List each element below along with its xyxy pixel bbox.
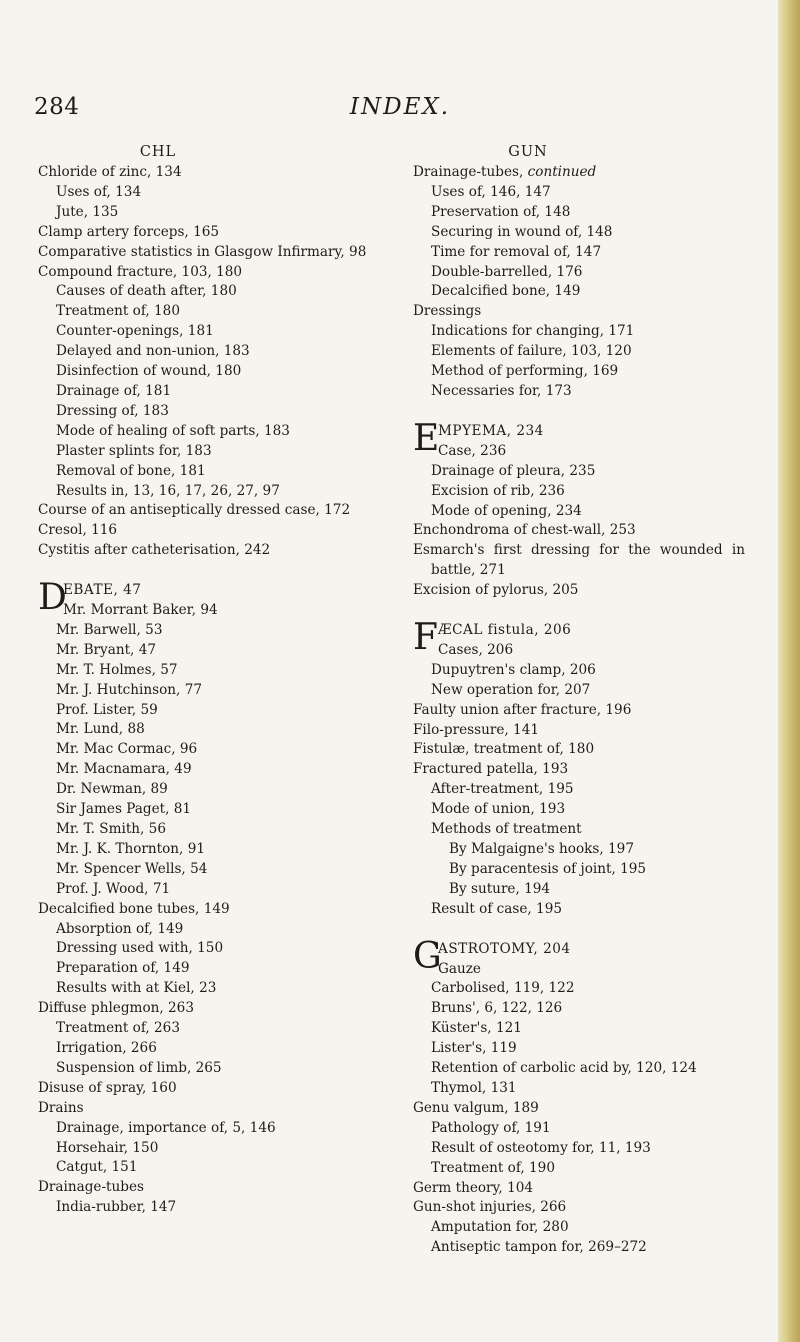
index-subentry: Indications for changing, 171 — [431, 323, 635, 340]
index-subentry: Treatment of, 263 — [56, 1020, 180, 1037]
index-subentry: Bruns', 6, 122, 126 — [431, 1000, 563, 1017]
index-subentry: Drainage, importance of, 5, 146 — [56, 1119, 276, 1136]
index-subentry: Elements of failure, 103, 120 — [431, 343, 632, 360]
index-subentry: Antiseptic tampon for, 269–272 — [431, 1239, 647, 1256]
right-column-head: GUN — [508, 144, 548, 160]
index-subentry: Cases, 206 — [438, 641, 514, 658]
index-subentry: Preservation of, 148 — [431, 203, 571, 220]
index-subentry: Suspension of limb, 265 — [56, 1059, 222, 1076]
index-subentry: Mr. Bryant, 47 — [56, 641, 156, 658]
index-subentry: Mr. J. Hutchinson, 77 — [56, 681, 202, 698]
index-entry: Cresol, 116 — [38, 522, 118, 539]
index-entry: Cystitis after catheterisation, 242 — [38, 542, 271, 559]
index-entry: Faulty union after fracture, 196 — [413, 701, 632, 718]
index-subentry: Treatment of, 190 — [431, 1159, 555, 1176]
index-subentry: After-treatment, 195 — [431, 781, 574, 798]
index-entry: Genu valgum, 189 — [413, 1099, 539, 1116]
index-subentry: Excision of rib, 236 — [431, 482, 565, 499]
page-title: INDEX. — [349, 94, 451, 120]
index-subentry: Necessaries for, 173 — [431, 382, 572, 399]
index-subsubentry: By paracentesis of joint, 195 — [449, 860, 647, 877]
drop-cap-g: G — [413, 935, 442, 977]
index-entry: Gauze — [438, 960, 481, 977]
index-subentry: Jute, 135 — [56, 203, 119, 220]
index-subentry: Prof. Lister, 59 — [56, 701, 158, 718]
index-subentry: Preparation of, 149 — [56, 960, 190, 977]
index-subentry: Horsehair, 150 — [56, 1139, 159, 1156]
index-subentry: Uses of, 134 — [56, 183, 142, 200]
index-subentry: India-rubber, 147 — [56, 1199, 177, 1216]
index-entry: Drains — [38, 1099, 84, 1116]
index-subentry: Catgut, 151 — [56, 1159, 138, 1176]
index-subentry: New operation for, 207 — [431, 681, 591, 698]
index-subentry: Mr. T. Smith, 56 — [56, 821, 166, 837]
index-subentry: Plaster splints for, 183 — [56, 442, 212, 459]
index-subentry: Sir James Paget, 81 — [56, 801, 192, 818]
index-subentry: Results with at Kiel, 23 — [56, 980, 217, 997]
index-entry: Diffuse phlegmon, 263 — [38, 1000, 194, 1017]
index-subentry: Removal of bone, 181 — [56, 462, 206, 479]
index-subentry-text: Mode of healing of soft parts, 183 — [56, 422, 290, 439]
index-entry: Enchondroma of chest-wall, 253 — [413, 522, 636, 539]
index-subentry: Delayed and non-union, 183 — [56, 343, 250, 360]
index-subentry: Absorption of, 149 — [56, 920, 184, 937]
index-subentry: Dressing used with, 150 — [56, 940, 224, 957]
index-subentry: Securing in wound of, 148 — [431, 223, 613, 240]
index-subentry: Amputation for, 280 — [431, 1219, 569, 1236]
index-subentry: Uses of, 146, 147 — [431, 183, 551, 200]
index-entry: Comparative statistics in Glasgow Infirmary, 98 — [38, 243, 367, 260]
index-subentry: Result of case, 195 — [431, 900, 563, 917]
index-entry: Disuse of spray, 160 — [38, 1079, 177, 1096]
index-entry: Compound fracture, 103, 180 — [38, 263, 243, 280]
index-entry: Fistulæ, treatment of, 180 — [413, 741, 595, 758]
page-number: 284 — [34, 94, 80, 120]
index-subentry: Result of osteotomy for, 11, 193 — [431, 1139, 651, 1156]
index-subentry: Mr. Macnamara, 49 — [56, 761, 192, 778]
index-subentry: Küster's, 121 — [431, 1020, 522, 1037]
index-subentry: Mode of union, 193 — [431, 801, 566, 818]
index-entry: Decalcified bone tubes, 149 — [38, 900, 230, 917]
index-subentry: Mode of opening, 234 — [431, 502, 582, 519]
index-subentry: Drainage of, 181 — [56, 382, 172, 399]
index-subentry: Double-barrelled, 176 — [431, 263, 583, 280]
drop-cap-f: F — [413, 617, 438, 659]
index-entry: Course of an antiseptically dressed case, 172 — [38, 502, 351, 519]
index-subentry: Decalcified bone, 149 — [431, 283, 581, 300]
index-subentry: Dressing of, 183 — [56, 402, 169, 419]
index-subentry: Mr. J. K. Thornton, 91 — [56, 840, 205, 857]
index-subentry: Drainage of pleura, 235 — [431, 462, 596, 479]
index-entry: Fractured patella, 193 — [413, 761, 569, 778]
index-entry: Drainage-tubes — [38, 1179, 144, 1196]
index-entry-text: Drainage-tubes, — [413, 164, 528, 180]
index-entry: Clamp artery forceps, 165 — [38, 223, 220, 240]
index-subentry: Causes of death after, 180 — [56, 283, 237, 300]
left-column-head: CHL — [139, 144, 177, 160]
section-e-heading: MPYEMA, 234 — [438, 422, 544, 439]
index-entry: Excision of pylorus, 205 — [413, 582, 579, 599]
index-subentry: Disinfection of wound, 180 — [56, 363, 242, 380]
index-subentry: Carbolised, 119, 122 — [431, 980, 575, 997]
index-entry: Germ theory, 104 — [413, 1179, 534, 1196]
index-subentry: Lister's, 119 — [431, 1040, 517, 1057]
index-entry: Chloride of zinc, 134 — [38, 164, 182, 180]
continued-label: continued — [527, 164, 597, 180]
index-entry: Esmarch's first dressing for the wounded in battle, 271 — [413, 542, 745, 579]
index-subentry: Case, 236 — [438, 442, 507, 459]
right-column — [413, 163, 745, 1258]
index-subsubentry: By Malgaigne's hooks, 197 — [449, 841, 634, 857]
section-d-heading: EBATE, 47 — [63, 582, 142, 599]
index-entry: Filo-pressure, 141 — [413, 721, 539, 738]
index-subentry: Mr. Mac Cormac, 96 — [56, 741, 198, 758]
index-subentry: Dr. Newman, 89 — [56, 781, 168, 798]
index-subentry: Pathology of, 191 — [431, 1119, 551, 1136]
index-subsubentry: By suture, 194 — [449, 880, 551, 897]
index-subentry: Irrigation, 266 — [56, 1039, 157, 1056]
section-g-heading: ASTROTOMY, 204 — [438, 940, 571, 957]
index-subentry: Mr. Lund, 88 — [56, 721, 145, 738]
left-column — [38, 163, 368, 1218]
index-subentry: Mr. Spencer Wells, 54 — [56, 860, 208, 877]
index-entry — [413, 163, 745, 183]
index-subentry: Results in, 13, 16, 17, 26, 27, 97 — [56, 482, 280, 499]
index-subentry: Dupuytren's clamp, 206 — [431, 661, 596, 678]
index-subentry: Prof. J. Wood, 71 — [56, 880, 171, 897]
index-entry: Dressings — [413, 303, 482, 320]
index-subentry: Retention of carbolic acid by, 120, 124 — [431, 1060, 697, 1077]
index-subentry: Treatment of, 180 — [56, 303, 180, 320]
index-subentry: Time for removal of, 147 — [431, 243, 602, 260]
index-subentry: Counter-openings, 181 — [56, 323, 214, 340]
index-subentry: Thymol, 131 — [431, 1079, 517, 1096]
index-subentry — [38, 422, 368, 442]
page-edge — [778, 0, 800, 1342]
drop-cap-d: D — [38, 577, 67, 619]
index-subentry: Methods of treatment — [431, 821, 582, 838]
index-subentry: Mr. T. Holmes, 57 — [56, 661, 178, 678]
index-subentry: Mr. Morrant Baker, 94 — [63, 602, 218, 619]
index-entry: Gun-shot injuries, 266 — [413, 1199, 567, 1216]
drop-cap-e: E — [413, 417, 440, 459]
index-subentry: Method of performing, 169 — [431, 363, 619, 380]
index-subentry: Mr. Barwell, 53 — [56, 621, 163, 638]
section-f-heading: ÆCAL fistula, 206 — [438, 622, 572, 639]
